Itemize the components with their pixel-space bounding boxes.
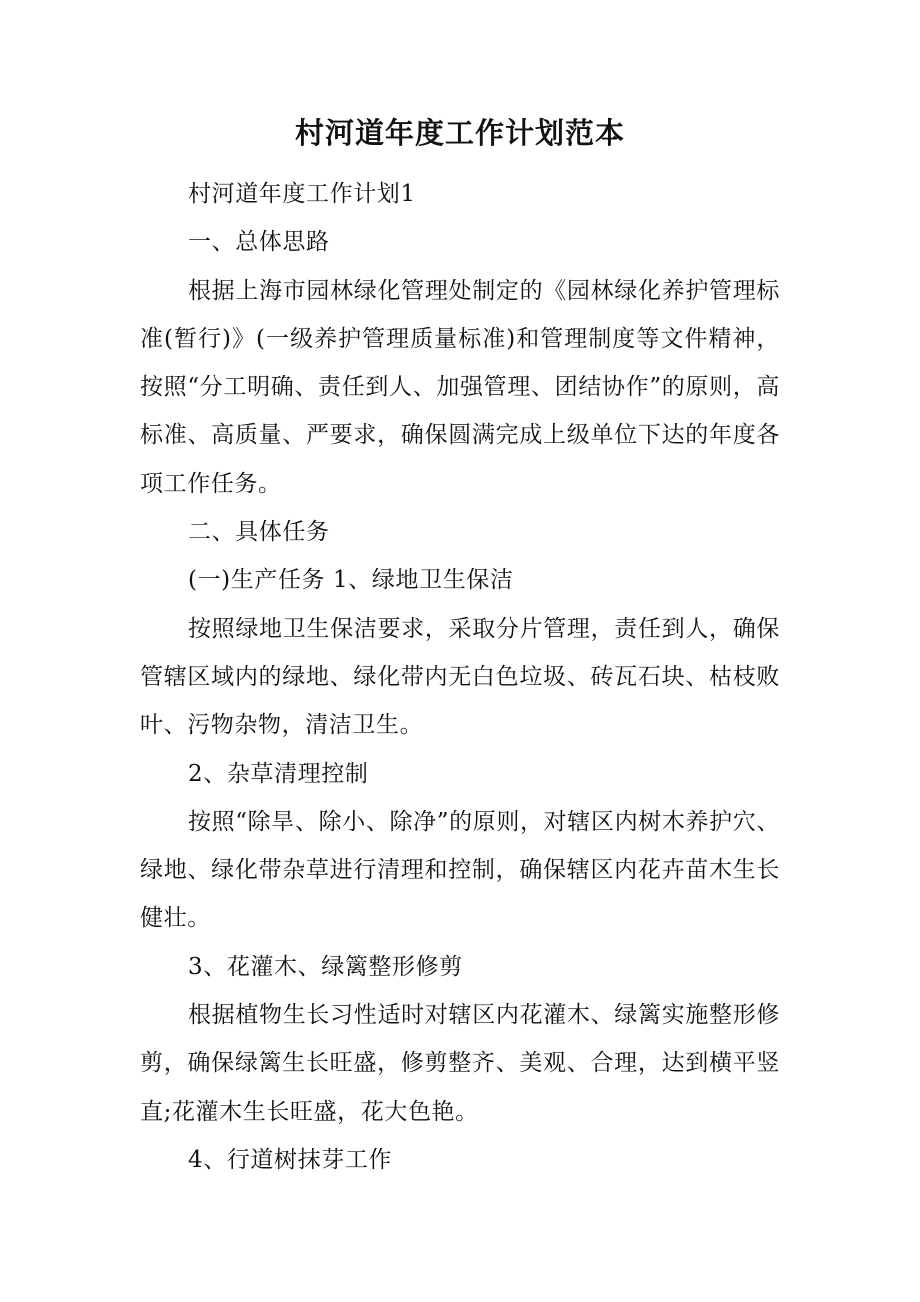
section-heading-overall-approach: 一、总体思路 — [188, 229, 330, 256]
paragraph-green-cleaning: 按照绿地卫生保洁要求，采取分片管理，责任到人，确保管辖区域内的绿地、绿化带内无白色垃圾、砖瓦石块、枯枝败叶、污物杂物，清洁卫生。 — [140, 615, 780, 739]
paragraph-shrub-pruning: 根据植物生长习性适时对辖区内花灌木、绿篱实施整形修剪，确保绿篱生长旺盛，修剪整齐、美观、合理，达到横平竖直;花灌木生长旺盛，花大色艳。 — [140, 1002, 780, 1125]
paragraph-weed-control: 按照“除旱、除小、除净”的原则，对辖区内树木养护穴、绿地、绿化带杂草进行清理和控制，确保辖区内花卉苗木生长健壮。 — [140, 808, 780, 932]
subsection-heading-production-tasks: (一)生产任务 1、绿地卫生保洁 — [188, 567, 514, 594]
item-heading-street-tree-budding: 4、行道树抹芽工作 — [188, 1146, 393, 1173]
item-heading-shrub-pruning: 3、花灌木、绿篱整形修剪 — [188, 953, 463, 980]
paragraph-overall-approach: 根据上海市园林绿化管理处制定的《园林绿化养护管理标准(暂行)》(一级养护管理质量标准)和管理制度等文件精神，按照“分工明确、责任到人、加强管理、团结协作”的原则，高标准、高质量、严要求，确保圆满完成上级单位下达的年度各项工作任务。 — [140, 277, 780, 497]
section-heading-specific-tasks: 二、具体任务 — [188, 519, 330, 546]
item-heading-weed-control: 2、杂草清理控制 — [188, 760, 369, 787]
plan-heading: 村河道年度工作计划1 — [188, 181, 416, 207]
document-title: 村河道年度工作计划范本 — [294, 116, 625, 150]
document-body — [140, 170, 780, 1184]
